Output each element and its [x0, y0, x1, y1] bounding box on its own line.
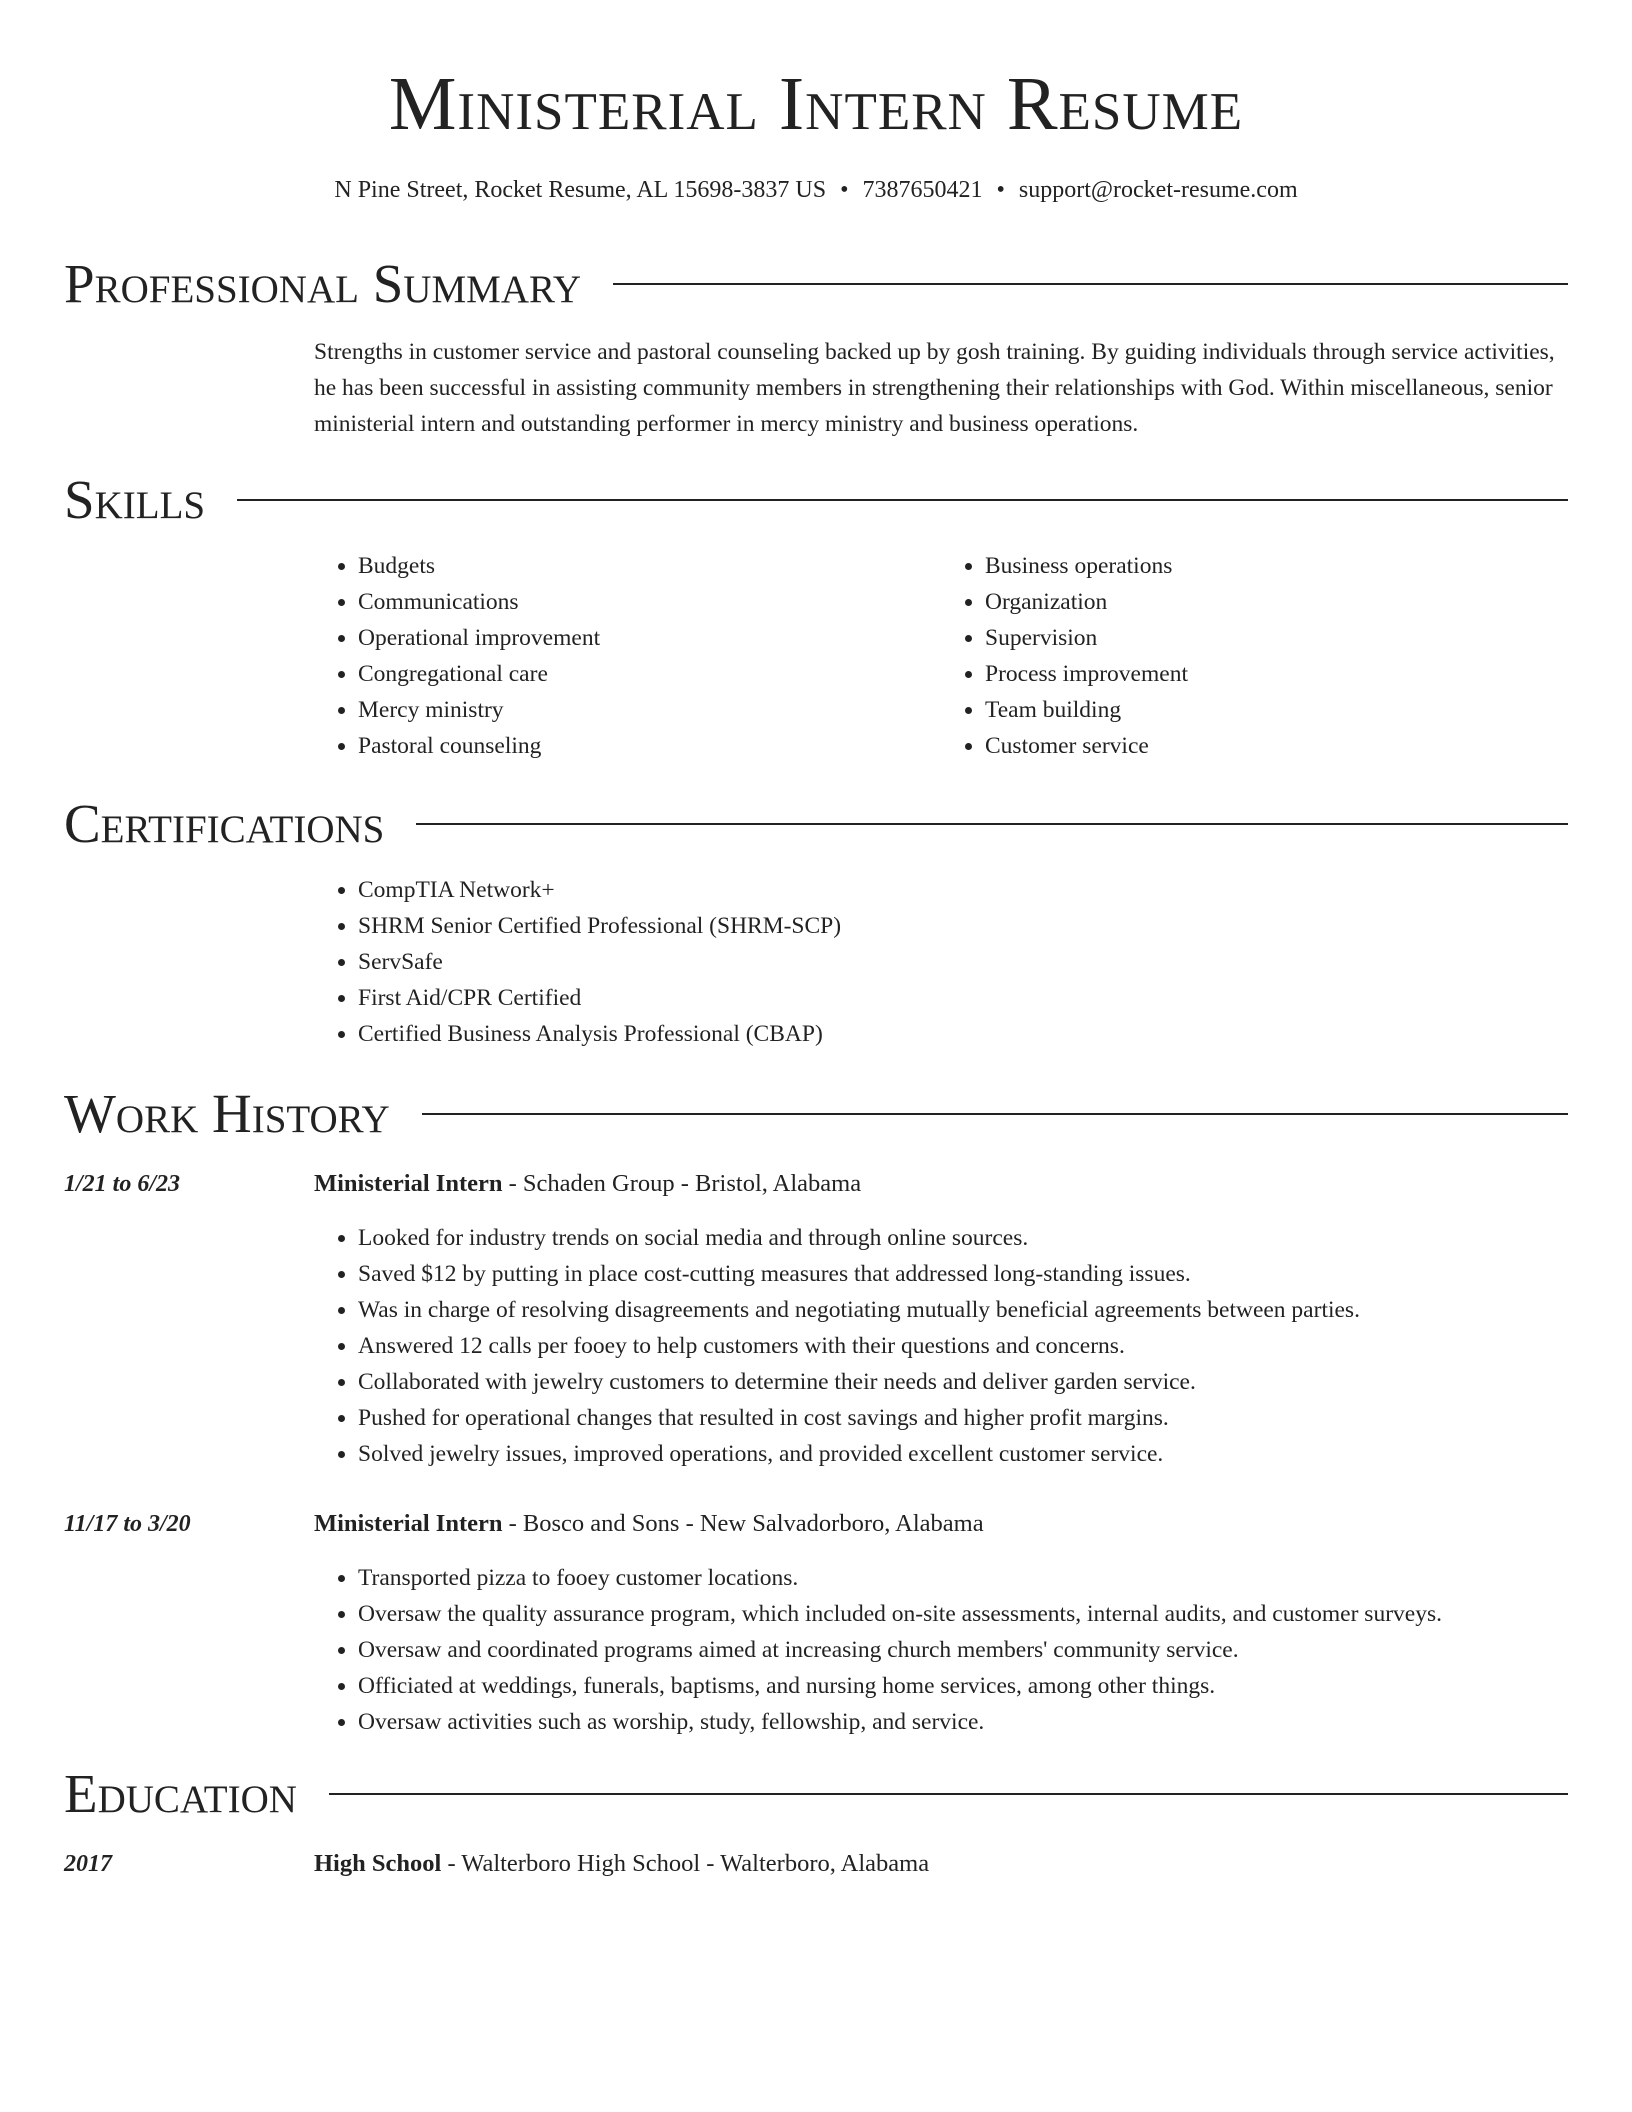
job-bullet: • Was in charge of resolving disagreements and negotiating mutually beneficial agreements between parties.	[358, 1292, 1568, 1328]
summary-section	[64, 254, 1568, 442]
education-date: 2017	[64, 1851, 112, 1877]
skill-item: • Customer service	[985, 728, 1568, 764]
contact-separator: •	[996, 177, 1005, 203]
job-employer: - Schaden Group - Bristol, Alabama	[502, 1170, 862, 1197]
job-bullet: • Solved jewelry issues, improved operations, and provided excellent customer service.	[358, 1436, 1568, 1472]
certification-item: • Certified Business Analysis Professional (CBAP)	[358, 1016, 1568, 1052]
work-history-header	[64, 1084, 1568, 1144]
certifications-section	[64, 794, 1568, 1052]
section-divider	[613, 283, 1568, 285]
work-history-heading: Work History	[64, 1083, 390, 1144]
job-bullet: • Officiated at weddings, funerals, baptisms, and nursing home services, among other things.	[358, 1668, 1568, 1704]
education-details	[314, 1846, 1568, 1900]
skill-item: • Budgets	[358, 548, 941, 584]
skills-list-right	[941, 548, 1568, 764]
skill-item: • Pastoral counseling	[358, 728, 941, 764]
certification-item: • CompTIA Network+	[358, 872, 1568, 908]
summary-body	[314, 334, 1568, 442]
job-date: 1/21 to 6/23	[64, 1171, 181, 1197]
section-divider	[237, 499, 1568, 501]
job-employer: - Bosco and Sons - New Salvadorboro, Alabama	[502, 1510, 984, 1537]
certification-item: • ServSafe	[358, 944, 1568, 980]
job-bullets	[314, 1220, 1568, 1472]
skill-item: • Mercy ministry	[358, 692, 941, 728]
skills-list-left	[314, 548, 941, 764]
job-details	[314, 1166, 1568, 1472]
skill-item: • Organization	[985, 584, 1568, 620]
skill-item: • Communications	[358, 584, 941, 620]
skills-section	[64, 470, 1568, 764]
certification-item: • First Aid/CPR Certified	[358, 980, 1568, 1016]
job-title: Ministerial Intern	[314, 1510, 503, 1537]
certifications-heading: Certifications	[64, 793, 385, 854]
job-title: Ministerial Intern	[314, 1170, 503, 1197]
skill-item: • Congregational care	[358, 656, 941, 692]
section-divider	[416, 823, 1568, 825]
job-bullets	[314, 1560, 1568, 1740]
education-section	[64, 1764, 1568, 1900]
certifications-body	[314, 872, 1568, 1052]
job-date: 11/17 to 3/20	[64, 1511, 191, 1537]
work-history-section	[64, 1084, 1568, 1740]
resume-title: Ministerial Intern Resume	[388, 62, 1244, 146]
summary-heading: Professional Summary	[64, 253, 582, 314]
certifications-list	[314, 872, 1568, 1052]
skill-item: • Team building	[985, 692, 1568, 728]
skills-grid	[314, 548, 1568, 764]
skill-item: • Operational improvement	[358, 620, 941, 656]
skill-item: • Business operations	[985, 548, 1568, 584]
job-bullet: • Oversaw and coordinated programs aimed at increasing church members' community service.	[358, 1632, 1568, 1668]
job-bullet: • Collaborated with jewelry customers to determine their needs and deliver garden service.	[358, 1364, 1568, 1400]
contact-separator: •	[840, 177, 849, 203]
job-headline	[314, 1506, 1568, 1542]
contact-address: N Pine Street, Rocket Resume, AL 15698-3837 US	[334, 177, 827, 203]
job-entry	[64, 1506, 1568, 1740]
summary-text: Strengths in customer service and pastoral counseling backed up by gosh training. By guiding individuals through service activities, he has been successful in assisting community members in strengthening their relationships with God. Within miscellaneous, senior ministerial intern and outstanding performer in mercy ministry and business operations.	[314, 339, 1555, 437]
skill-item: • Process improvement	[985, 656, 1568, 692]
certification-item: • SHRM Senior Certified Professional (SHRM-SCP)	[358, 908, 1568, 944]
job-bullet: • Oversaw activities such as worship, study, fellowship, and service.	[358, 1704, 1568, 1740]
job-headline	[314, 1166, 1568, 1202]
skill-item: • Supervision	[985, 620, 1568, 656]
education-school: - Walterboro High School - Walterboro, Alabama	[441, 1850, 930, 1877]
job-bullet: • Answered 12 calls per fooey to help customers with their questions and concerns.	[358, 1328, 1568, 1364]
education-headline	[314, 1846, 1568, 1882]
education-heading: Education	[64, 1763, 297, 1824]
job-bullet: • Looked for industry trends on social media and through online sources.	[358, 1220, 1568, 1256]
job-bullet: • Pushed for operational changes that resulted in cost savings and higher profit margins.	[358, 1400, 1568, 1436]
summary-header	[64, 254, 1568, 314]
section-divider	[422, 1113, 1568, 1115]
certifications-header	[64, 794, 1568, 854]
section-divider	[329, 1793, 1568, 1795]
education-entry	[64, 1846, 1568, 1900]
contact-email: support@rocket-resume.com	[1018, 177, 1298, 203]
job-bullet: • Transported pizza to fooey customer locations.	[358, 1560, 1568, 1596]
contact-line	[64, 174, 1568, 206]
contact-phone: 7387650421	[862, 177, 983, 203]
job-bullet: • Oversaw the quality assurance program, which included on-site assessments, internal audits, and customer surveys.	[358, 1596, 1568, 1632]
job-bullet: • Saved $12 by putting in place cost-cutting measures that addressed long-standing issues.	[358, 1256, 1568, 1292]
skills-heading: Skills	[64, 469, 206, 530]
job-entry	[64, 1166, 1568, 1472]
job-details	[314, 1506, 1568, 1740]
skills-header	[64, 470, 1568, 530]
education-header	[64, 1764, 1568, 1824]
education-degree: High School	[314, 1850, 442, 1877]
